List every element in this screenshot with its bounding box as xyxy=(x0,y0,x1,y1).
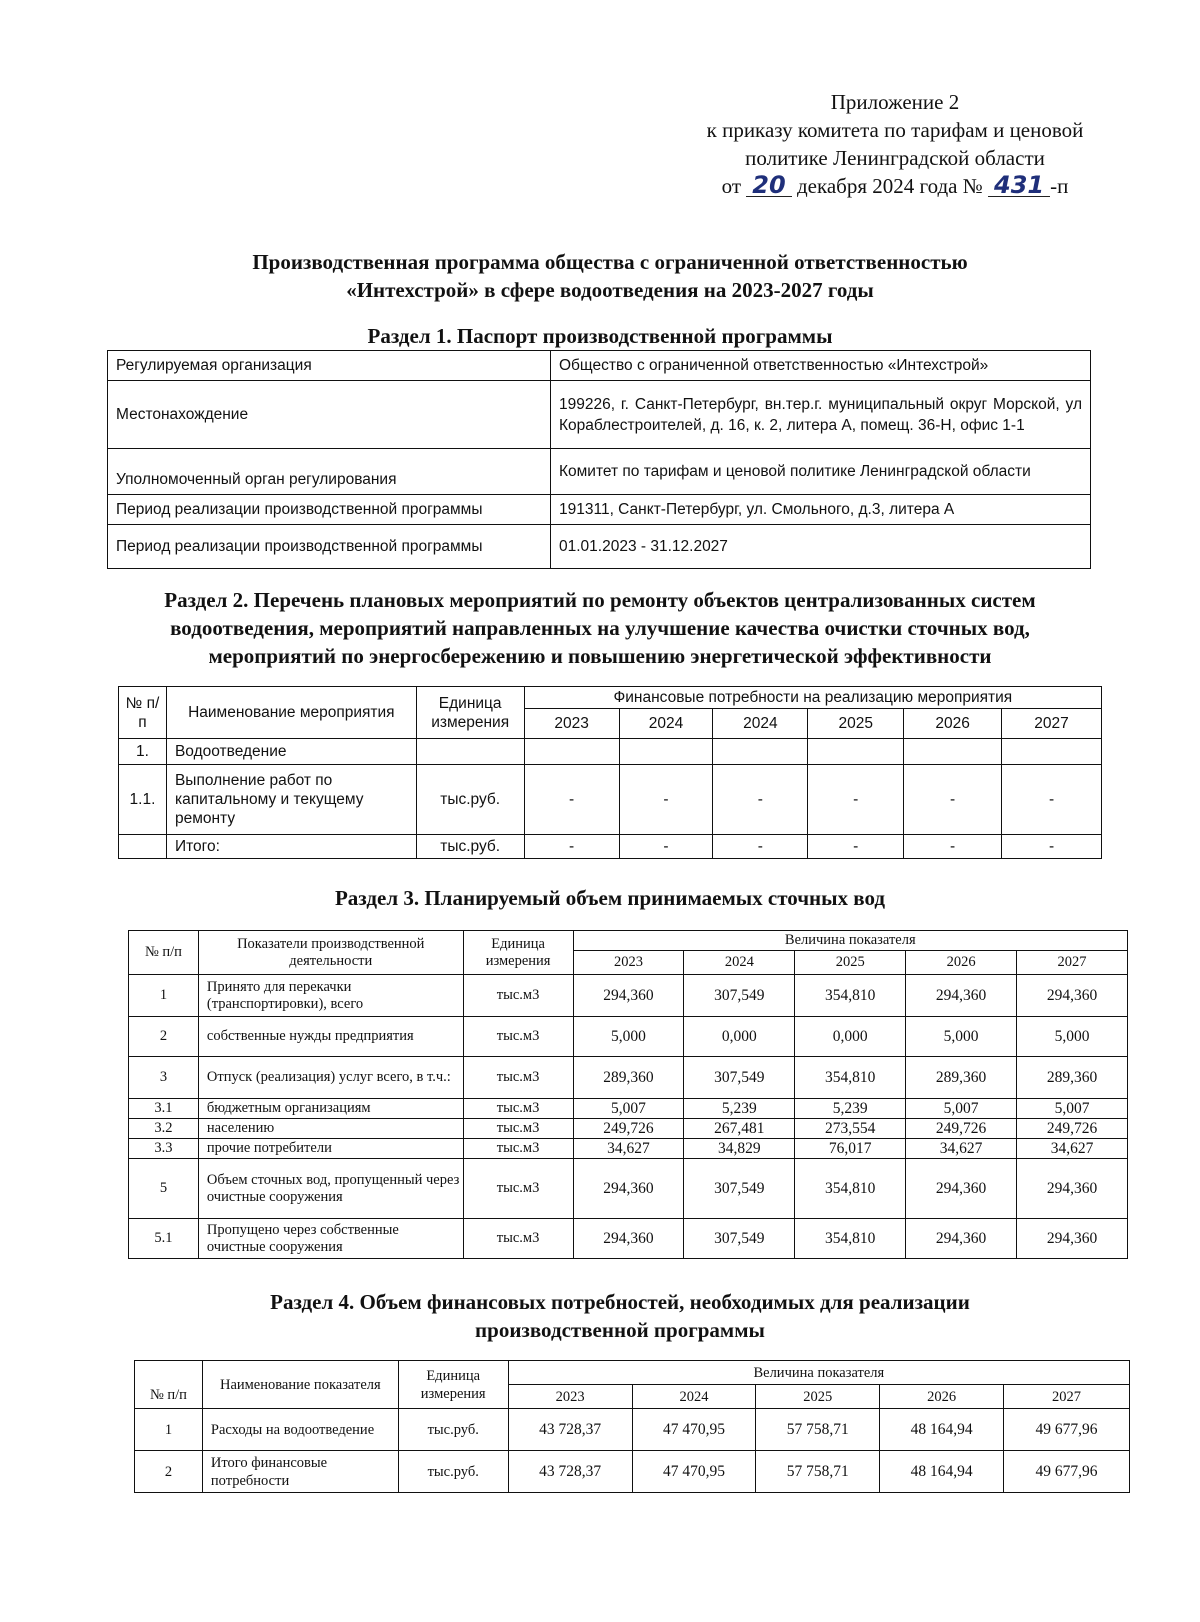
row-value: - xyxy=(524,765,619,835)
document-title-line1: Производственная программа общества с ограниченной ответственностью xyxy=(252,250,968,274)
row-value: 43 728,37 xyxy=(508,1451,632,1493)
passport-value: Комитет по тарифам и ценовой политике Ленинградской области xyxy=(551,449,1091,495)
row-name: Принято для перекачки (транспортировки), всего xyxy=(198,975,463,1017)
col-header-num: № п/п xyxy=(129,931,199,975)
row-value: 267,481 xyxy=(684,1119,795,1139)
row-value: 307,549 xyxy=(684,1219,795,1259)
document-title xyxy=(160,248,1060,304)
table-row xyxy=(129,1099,1128,1119)
document-title-line2: «Интехстрой» в сфере водоотведения на 2023-2027 годы xyxy=(346,278,874,302)
section2-title-line1: Раздел 2. Перечень плановых мероприятий по ремонту объектов централизованных систем xyxy=(164,588,1036,612)
row-unit: тыс.м3 xyxy=(463,1017,573,1057)
row-value: 5,000 xyxy=(1017,1017,1128,1057)
row-value: 5,007 xyxy=(573,1099,684,1119)
row-value: 307,549 xyxy=(684,1057,795,1099)
year-header: 2025 xyxy=(808,709,904,739)
row-num: 5 xyxy=(129,1159,199,1219)
date-text: декабря 2024 года № xyxy=(796,174,983,198)
row-value: 76,017 xyxy=(795,1139,906,1159)
row-num: 1. xyxy=(119,739,167,765)
col-header-value: Величина показателя xyxy=(573,931,1127,951)
row-value: 294,360 xyxy=(906,1219,1017,1259)
row-value: 34,627 xyxy=(906,1139,1017,1159)
row-unit xyxy=(416,739,524,765)
row-name: Объем сточных вод, пропущенный через очистные сооружения xyxy=(198,1159,463,1219)
col-header-finance: Финансовые потребности на реализацию мероприятия xyxy=(524,687,1101,709)
row-value: 294,360 xyxy=(906,975,1017,1017)
row-unit: тыс.м3 xyxy=(463,1219,573,1259)
year-header: 2027 xyxy=(1004,1385,1130,1409)
row-value: 47 470,95 xyxy=(632,1409,756,1451)
row-value: 0,000 xyxy=(795,1017,906,1057)
row-unit: тыс.м3 xyxy=(463,1099,573,1119)
row-unit: тыс.м3 xyxy=(463,975,573,1017)
col-header-num: № п/п xyxy=(119,687,167,739)
passport-label: Период реализации производственной программы xyxy=(108,525,551,569)
row-value: 294,360 xyxy=(573,1159,684,1219)
row-value: - xyxy=(524,835,619,859)
table-row xyxy=(108,525,1091,569)
row-value: - xyxy=(1002,765,1102,835)
row-unit: тыс.руб. xyxy=(416,765,524,835)
row-value: 289,360 xyxy=(906,1057,1017,1099)
row-value xyxy=(808,739,904,765)
passport-value: 199226, г. Санкт-Петербург, вн.тер.г. муниципальный округ Морской, ул Кораблестроителей, д. 16, к. 2, литера А, помещ. 36-Н, офис 1-1 xyxy=(551,381,1091,449)
row-value: 49 677,96 xyxy=(1004,1409,1130,1451)
year-header: 2024 xyxy=(713,709,808,739)
wastewater-volume-table xyxy=(128,930,1128,1259)
row-value: 5,000 xyxy=(573,1017,684,1057)
row-unit: тыс.руб. xyxy=(398,1451,508,1493)
row-value xyxy=(619,739,713,765)
table-row xyxy=(129,1139,1128,1159)
row-value: 5,239 xyxy=(684,1099,795,1119)
row-value: 294,360 xyxy=(573,975,684,1017)
table-row xyxy=(108,449,1091,495)
row-name: Водоотведение xyxy=(166,739,416,765)
row-unit: тыс.м3 xyxy=(463,1139,573,1159)
row-value: - xyxy=(808,835,904,859)
col-header-name: Показатели производственной деятельности xyxy=(198,931,463,975)
table-row xyxy=(119,739,1102,765)
row-value xyxy=(1002,739,1102,765)
row-value: 34,829 xyxy=(684,1139,795,1159)
row-name: Выполнение работ по капитальному и текущему ремонту xyxy=(166,765,416,835)
row-name: Расходы на водоотведение xyxy=(202,1409,398,1451)
year-header: 2027 xyxy=(1002,709,1102,739)
handwritten-number: 431 xyxy=(988,174,1050,197)
year-header: 2026 xyxy=(904,709,1002,739)
row-value: 47 470,95 xyxy=(632,1451,756,1493)
col-header-value: Величина показателя xyxy=(508,1361,1129,1385)
order-date-line xyxy=(660,172,1130,200)
table-row xyxy=(108,381,1091,449)
row-name: собственные нужды предприятия xyxy=(198,1017,463,1057)
table-row xyxy=(108,351,1091,381)
section4-title-line2: производственной программы xyxy=(475,1318,765,1342)
row-unit: тыс.м3 xyxy=(463,1057,573,1099)
row-name: Итого: xyxy=(166,835,416,859)
col-header-name: Наименование показателя xyxy=(202,1361,398,1409)
handwritten-day: 20 xyxy=(746,174,791,197)
row-value: 48 164,94 xyxy=(880,1409,1004,1451)
section2-title-line2: водоотведения, мероприятий направленных на улучшение качества очистки сточных вод, xyxy=(170,616,1030,640)
table-row xyxy=(108,495,1091,525)
passport-label: Местонахождение xyxy=(108,381,551,449)
row-name: Отпуск (реализация) услуг всего, в т.ч.: xyxy=(198,1057,463,1099)
row-value: - xyxy=(1002,835,1102,859)
section2-title-line3: мероприятий по энергосбережению и повышению энергетической эффективности xyxy=(208,644,992,668)
row-name: бюджетным организациям xyxy=(198,1099,463,1119)
table-row xyxy=(129,1057,1128,1099)
col-header-unit: Единица измерения xyxy=(416,687,524,739)
col-header-unit: Единица измерения xyxy=(463,931,573,975)
year-header: 2025 xyxy=(795,951,906,975)
row-value: 289,360 xyxy=(573,1057,684,1099)
row-num: 5.1 xyxy=(129,1219,199,1259)
row-value: 0,000 xyxy=(684,1017,795,1057)
row-value: - xyxy=(904,765,1002,835)
passport-table xyxy=(107,350,1091,569)
col-header-num: № п/п xyxy=(135,1361,203,1409)
measures-table xyxy=(118,686,1102,859)
row-value: - xyxy=(904,835,1002,859)
year-header: 2023 xyxy=(508,1385,632,1409)
row-value: 5,007 xyxy=(1017,1099,1128,1119)
col-header-unit: Единица измерения xyxy=(398,1361,508,1409)
section1-title: Раздел 1. Паспорт производственной программы xyxy=(367,324,833,348)
section3-title: Раздел 3. Планируемый объем принимаемых сточных вод xyxy=(334,886,886,910)
table-header-row xyxy=(135,1361,1130,1385)
row-value: 307,549 xyxy=(684,1159,795,1219)
section4-title-line1: Раздел 4. Объем финансовых потребностей, необходимых для реализации xyxy=(270,1290,970,1314)
row-value: 294,360 xyxy=(1017,1219,1128,1259)
order-reference: к приказу комитета по тарифам и ценовой xyxy=(706,118,1084,142)
row-value: 34,627 xyxy=(1017,1139,1128,1159)
year-header: 2025 xyxy=(756,1385,880,1409)
from-label: от xyxy=(721,174,742,198)
row-value: 294,360 xyxy=(1017,975,1128,1017)
row-value: 249,726 xyxy=(906,1119,1017,1139)
row-value: 354,810 xyxy=(795,975,906,1017)
passport-value: 191311, Санкт-Петербург, ул. Смольного, д.3, литера А xyxy=(551,495,1091,525)
row-num: 1 xyxy=(135,1409,203,1451)
row-value: 294,360 xyxy=(573,1219,684,1259)
passport-label: Уполномоченный орган регулирования xyxy=(108,449,551,495)
row-value: 354,810 xyxy=(795,1219,906,1259)
row-name: населению xyxy=(198,1119,463,1139)
row-value: - xyxy=(808,765,904,835)
row-value xyxy=(904,739,1002,765)
row-value: 289,360 xyxy=(1017,1057,1128,1099)
row-num xyxy=(119,835,167,859)
year-header: 2024 xyxy=(684,951,795,975)
passport-label: Период реализации производственной программы xyxy=(108,495,551,525)
row-name: прочие потребители xyxy=(198,1139,463,1159)
committee-name: политике Ленинградской области xyxy=(745,146,1045,170)
appendix-label: Приложение 2 xyxy=(830,90,960,114)
row-value: - xyxy=(713,765,808,835)
row-value: 273,554 xyxy=(795,1119,906,1139)
table-row xyxy=(119,765,1102,835)
row-unit: тыс.м3 xyxy=(463,1119,573,1139)
passport-value: Общество с ограниченной ответственностью «Интехстрой» xyxy=(551,351,1091,381)
table-row xyxy=(129,975,1128,1017)
row-num: 3.2 xyxy=(129,1119,199,1139)
row-num: 2 xyxy=(135,1451,203,1493)
financial-needs-table xyxy=(134,1360,1130,1493)
year-header: 2024 xyxy=(632,1385,756,1409)
row-value: 5,000 xyxy=(906,1017,1017,1057)
row-num: 3.1 xyxy=(129,1099,199,1119)
row-value: 57 758,71 xyxy=(756,1451,880,1493)
row-value: 249,726 xyxy=(1017,1119,1128,1139)
row-value: 307,549 xyxy=(684,975,795,1017)
section4-title xyxy=(120,1288,1120,1344)
year-header: 2027 xyxy=(1017,951,1128,975)
table-row xyxy=(129,1119,1128,1139)
row-unit: тыс.м3 xyxy=(463,1159,573,1219)
row-unit: тыс.руб. xyxy=(416,835,524,859)
year-header: 2023 xyxy=(573,951,684,975)
table-row xyxy=(129,1017,1128,1057)
row-num: 3 xyxy=(129,1057,199,1099)
row-num: 1 xyxy=(129,975,199,1017)
table-row xyxy=(129,1159,1128,1219)
row-value: 354,810 xyxy=(795,1057,906,1099)
number-suffix: -п xyxy=(1050,174,1069,198)
row-value: 5,007 xyxy=(906,1099,1017,1119)
table-row xyxy=(129,1219,1128,1259)
year-header: 2026 xyxy=(906,951,1017,975)
row-num: 1.1. xyxy=(119,765,167,835)
row-value xyxy=(524,739,619,765)
passport-value: 01.01.2023 - 31.12.2027 xyxy=(551,525,1091,569)
year-header: 2026 xyxy=(880,1385,1004,1409)
row-value: - xyxy=(619,835,713,859)
row-value: 354,810 xyxy=(795,1159,906,1219)
row-name: Итого финансовые потребности xyxy=(202,1451,398,1493)
row-value: 49 677,96 xyxy=(1004,1451,1130,1493)
row-name: Пропущено через собственные очистные сооружения xyxy=(198,1219,463,1259)
row-num: 3.3 xyxy=(129,1139,199,1159)
row-value: 249,726 xyxy=(573,1119,684,1139)
row-value: 294,360 xyxy=(906,1159,1017,1219)
approval-header xyxy=(660,88,1130,200)
section2-title xyxy=(80,586,1120,670)
row-value: - xyxy=(713,835,808,859)
row-value: 57 758,71 xyxy=(756,1409,880,1451)
table-row xyxy=(135,1409,1130,1451)
row-value: 48 164,94 xyxy=(880,1451,1004,1493)
table-header-row xyxy=(129,931,1128,951)
row-value xyxy=(713,739,808,765)
col-header-name: Наименование мероприятия xyxy=(166,687,416,739)
year-header: 2023 xyxy=(524,709,619,739)
row-value: 34,627 xyxy=(573,1139,684,1159)
row-num: 2 xyxy=(129,1017,199,1057)
row-value: - xyxy=(619,765,713,835)
row-value: 294,360 xyxy=(1017,1159,1128,1219)
table-header-row xyxy=(119,687,1102,709)
row-value: 5,239 xyxy=(795,1099,906,1119)
year-header: 2024 xyxy=(619,709,713,739)
row-value: 43 728,37 xyxy=(508,1409,632,1451)
table-row xyxy=(119,835,1102,859)
passport-label: Регулируемая организация xyxy=(108,351,551,381)
table-row xyxy=(135,1451,1130,1493)
row-unit: тыс.руб. xyxy=(398,1409,508,1451)
